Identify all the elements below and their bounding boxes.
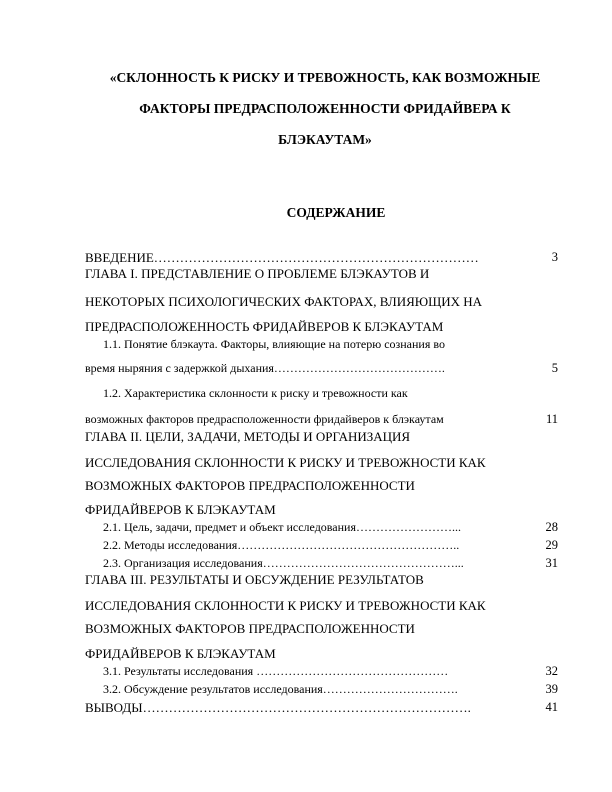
toc-section-1-1-line-2: время ныряния с задержкой дыхания……………………………………. xyxy=(85,361,445,375)
toc-chapter-3-line-1: ГЛАВА III. РЕЗУЛЬТАТЫ И ОБСУЖДЕНИЕ РЕЗУЛЬТАТОВ xyxy=(85,572,424,587)
toc-conclusions: ВЫВОДЫ…………………………………………………………………. xyxy=(85,700,471,715)
toc-chapter-3-line-4: ФРИДАЙВЕРОВ К БЛЭКАУТАМ xyxy=(85,646,276,661)
toc-section-2-1-page: 28 xyxy=(545,520,558,534)
toc-chapter-3-line-2: ИССЛЕДОВАНИЯ СКЛОННОСТИ К РИСКУ И ТРЕВОЖНОСТИ КАК xyxy=(85,598,486,613)
toc-chapter-1-line-1: ГЛАВА I. ПРЕДСТАВЛЕНИЕ О ПРОБЛЕМЕ БЛЭКАУТОВ И xyxy=(85,266,430,281)
toc-section-2-2: 2.2. Методы исследования……………………………………………….. xyxy=(103,538,460,552)
toc-section-1-2-page: 11 xyxy=(545,412,558,426)
toc-section-1-1-page: 5 xyxy=(551,361,558,375)
toc-section-2-1: 2.1. Цель, задачи, предмет и объект исследования……………………... xyxy=(103,520,461,534)
toc-conclusions-page: 41 xyxy=(545,700,558,714)
toc-section-3-1: 3.1. Результаты исследования ………………………………………… xyxy=(103,664,449,678)
toc-intro-page: 3 xyxy=(551,250,558,264)
toc-section-1-2-line-2: возможных факторов предрасположенности фридайверов к блэкаутам xyxy=(85,412,444,426)
toc-section-3-2: 3.2. Обсуждение результатов исследования……………………………. xyxy=(103,682,458,696)
toc-section-3-2-page: 39 xyxy=(545,682,558,696)
toc-section-3-1-page: 32 xyxy=(545,664,558,678)
toc-intro: ВВЕДЕНИЕ………………………………………………………………… xyxy=(85,250,479,265)
toc-chapter-2-line-2: ИССЛЕДОВАНИЯ СКЛОННОСТИ К РИСКУ И ТРЕВОЖНОСТИ КАК xyxy=(85,455,486,470)
toc-chapter-1-line-2: НЕКОТОРЫХ ПСИХОЛОГИЧЕСКИХ ФАКТОРАХ, ВЛИЯЮЩИХ НА xyxy=(85,294,483,309)
document-title-line-2: ФАКТОРЫ ПРЕДРАСПОЛОЖЕННОСТИ ФРИДАЙВЕРА К xyxy=(139,101,511,116)
document-title-line-3: БЛЭКАУТАМ» xyxy=(278,132,372,147)
toc-chapter-2-line-4: ФРИДАЙВЕРОВ К БЛЭКАУТАМ xyxy=(85,502,276,517)
toc-section-1-2-line-1: 1.2. Характеристика склонности к риску и тревожности как xyxy=(103,386,408,400)
toc-section-2-3: 2.3. Организация исследования…………………………………………... xyxy=(103,556,464,570)
contents-heading: СОДЕРЖАНИЕ xyxy=(286,205,386,220)
toc-section-2-3-page: 31 xyxy=(545,556,558,570)
toc-chapter-1-line-3: ПРЕДРАСПОЛОЖЕННОСТЬ ФРИДАЙВЕРОВ К БЛЭКАУТАМ xyxy=(85,319,444,334)
toc-section-2-2-page: 29 xyxy=(545,538,558,552)
document-title-line-1: «СКЛОННОСТЬ К РИСКУ И ТРЕВОЖНОСТЬ, КАК ВОЗМОЖНЫЕ xyxy=(109,70,541,85)
toc-chapter-2-line-3: ВОЗМОЖНЫХ ФАКТОРОВ ПРЕДРАСПОЛОЖЕННОСТИ xyxy=(85,478,415,493)
toc-section-1-1-line-1: 1.1. Понятие блэкаута. Факторы, влияющие на потерю сознания во xyxy=(103,337,445,351)
toc-chapter-2-line-1: ГЛАВА II. ЦЕЛИ, ЗАДАЧИ, МЕТОДЫ И ОРГАНИЗАЦИЯ xyxy=(85,429,411,444)
toc-chapter-3-line-3: ВОЗМОЖНЫХ ФАКТОРОВ ПРЕДРАСПОЛОЖЕННОСТИ xyxy=(85,621,415,636)
